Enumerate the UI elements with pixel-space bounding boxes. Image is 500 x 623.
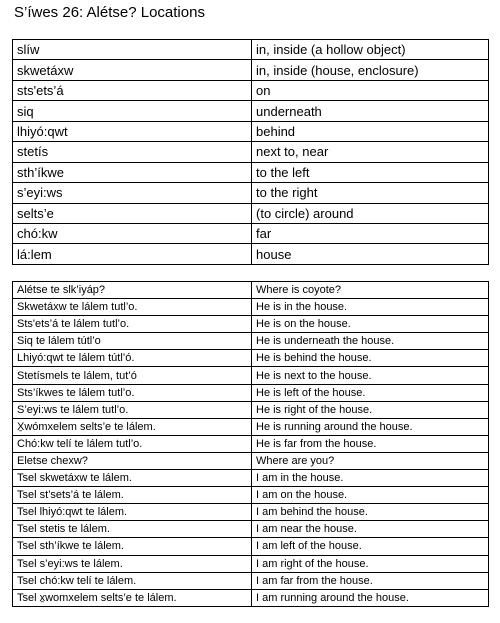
english-cell: on	[252, 80, 489, 100]
halkomelem-cell: Stetísmels te lálem, tut’ó	[13, 367, 252, 384]
halkomelem-cell: lá:lem	[13, 244, 252, 264]
phrases-table	[12, 281, 489, 607]
english-cell: I am running around the house.	[252, 589, 489, 606]
table-row	[13, 223, 489, 243]
table-row	[13, 101, 489, 121]
table-row	[13, 452, 489, 469]
english-cell: He is next to the house.	[252, 367, 489, 384]
table-row	[13, 589, 489, 606]
english-cell: behind	[252, 121, 489, 141]
halkomelem-cell: Eletse chexw?	[13, 452, 252, 469]
table-row	[13, 350, 489, 367]
table-row	[13, 282, 489, 299]
halkomelem-cell: S’eyi:ws te lálem tutl’o.	[13, 401, 252, 418]
halkomelem-cell: Sts'ets’á te lálem tutl’o.	[13, 316, 252, 333]
english-cell: He is running around the house.	[252, 418, 489, 435]
english-cell: He is far from the house.	[252, 435, 489, 452]
english-cell: far	[252, 223, 489, 243]
table-row	[13, 572, 489, 589]
table-row	[13, 418, 489, 435]
halkomelem-cell: Sts’íkwes te lálem tutl’o.	[13, 384, 252, 401]
halkomelem-cell: Tsel chó:kw telí te lálem.	[13, 572, 252, 589]
halkomelem-cell: stetís	[13, 142, 252, 162]
table-row	[13, 521, 489, 538]
halkomelem-cell: Tsel s’eyi:ws te lálem.	[13, 555, 252, 572]
english-cell: house	[252, 244, 489, 264]
english-cell: I am in the house.	[252, 470, 489, 487]
english-cell: underneath	[252, 101, 489, 121]
halkomelem-cell: lhiyó:qwt	[13, 121, 252, 141]
english-cell: I am behind the house.	[252, 504, 489, 521]
halkomelem-cell: sth’íkwe	[13, 162, 252, 182]
halkomelem-cell: siq	[13, 101, 252, 121]
table-row	[13, 401, 489, 418]
halkomelem-cell: Skwetáxw te lálem tutl’o.	[13, 299, 252, 316]
english-cell: Where is coyote?	[252, 282, 489, 299]
table-row	[13, 470, 489, 487]
halkomelem-cell: Tsel lhiyó:qwt te lálem.	[13, 504, 252, 521]
english-cell: He is in the house.	[252, 299, 489, 316]
english-cell: He is right of the house.	[252, 401, 489, 418]
table-row	[13, 538, 489, 555]
halkomelem-cell: Tsel skwetáxw te lálem.	[13, 470, 252, 487]
english-cell: I am far from the house.	[252, 572, 489, 589]
table-row	[13, 142, 489, 162]
english-cell: to the right	[252, 183, 489, 203]
table-row	[13, 299, 489, 316]
english-cell: He is left of the house.	[252, 384, 489, 401]
table-row	[13, 40, 489, 60]
table-row	[13, 203, 489, 223]
table-row	[13, 316, 489, 333]
english-cell: (to circle) around	[252, 203, 489, 223]
table-row	[13, 80, 489, 100]
english-cell: in, inside (house, enclosure)	[252, 60, 489, 80]
table-row	[13, 555, 489, 572]
halkomelem-cell: sts'ets’á	[13, 80, 252, 100]
table-row	[13, 487, 489, 504]
halkomelem-cell: Tsel x̱womxelem selts’e te lálem.	[13, 589, 252, 606]
halkomelem-cell: Lhiyó:qwt te lálem tútl’ó.	[13, 350, 252, 367]
english-cell: to the left	[252, 162, 489, 182]
table-row	[13, 244, 489, 264]
english-cell: He is on the house.	[252, 316, 489, 333]
english-cell: I am left of the house.	[252, 538, 489, 555]
table-row	[13, 60, 489, 80]
table-row	[13, 384, 489, 401]
page-title: S’íwes 26: Alétse? Locations	[14, 4, 205, 21]
english-cell: I am on the house.	[252, 487, 489, 504]
halkomelem-cell: selts’e	[13, 203, 252, 223]
english-cell: I am near the house.	[252, 521, 489, 538]
english-cell: He is underneath the house.	[252, 333, 489, 350]
halkomelem-cell: slíw	[13, 40, 252, 60]
halkomelem-cell: s’eyi:ws	[13, 183, 252, 203]
english-cell: in, inside (a hollow object)	[252, 40, 489, 60]
halkomelem-cell: Chó:kw telí te lálem tutl’o.	[13, 435, 252, 452]
english-cell: I am right of the house.	[252, 555, 489, 572]
halkomelem-cell: skwetáxw	[13, 60, 252, 80]
halkomelem-cell: Tsel st’sets’á te lálem.	[13, 487, 252, 504]
table-row	[13, 333, 489, 350]
table-row	[13, 183, 489, 203]
table-row	[13, 162, 489, 182]
vocabulary-table	[12, 39, 489, 265]
halkomelem-cell: Tsel sth’íkwe te lálem.	[13, 538, 252, 555]
halkomelem-cell: Alétse te slk’iyáp?	[13, 282, 252, 299]
table-row	[13, 504, 489, 521]
table-row	[13, 435, 489, 452]
halkomelem-cell: X̱wómxelem selts’e te lálem.	[13, 418, 252, 435]
english-cell: next to, near	[252, 142, 489, 162]
table-row	[13, 367, 489, 384]
table-row	[13, 121, 489, 141]
english-cell: Where are you?	[252, 452, 489, 469]
english-cell: He is behind the house.	[252, 350, 489, 367]
vocabulary-table-body	[13, 40, 489, 265]
halkomelem-cell: chó:kw	[13, 223, 252, 243]
phrases-table-body	[13, 282, 489, 607]
halkomelem-cell: Tsel stetis te lálem.	[13, 521, 252, 538]
halkomelem-cell: Siq te lálem tútl’o	[13, 333, 252, 350]
